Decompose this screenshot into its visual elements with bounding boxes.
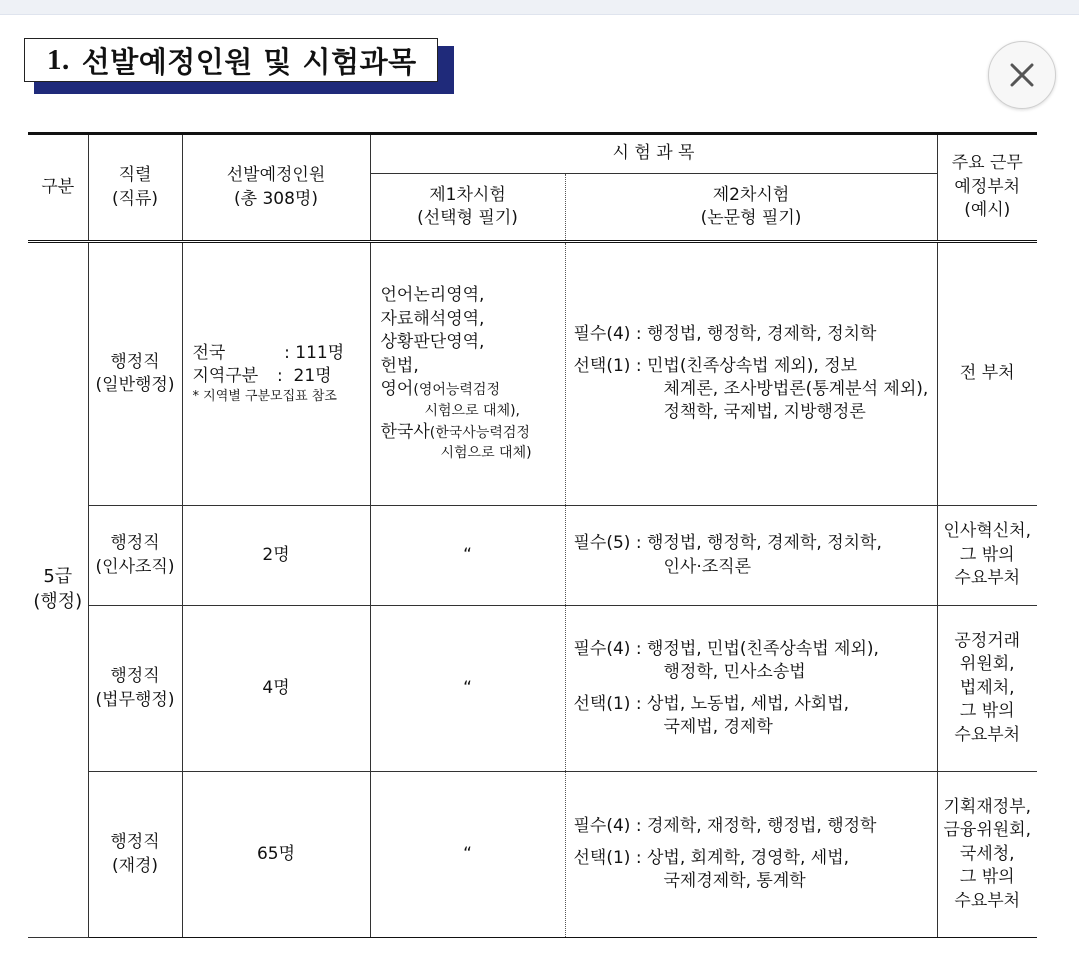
quota-national-value: : 111명 [284, 342, 345, 363]
series-line1: 행정직 [110, 666, 160, 687]
quota-note: * 지역별 구분모집표 참조 [192, 389, 337, 405]
header-dept-line1: 주요 근무 [951, 153, 1023, 174]
series-line2: (법무행정) [95, 689, 175, 710]
required-subjects [574, 815, 935, 838]
history-note-cont: 시험으로 대체) [440, 445, 532, 462]
header-quota-line1: 선발예정인원 [226, 165, 326, 186]
required-list: 행정법, 행정학, 경제학, 정치학, [646, 533, 882, 554]
history-note: (한국사능력검정 [429, 424, 530, 441]
first-exam-ditto: “ [370, 772, 565, 938]
required-list: 행정법, 민법(친족상속법 제외), [646, 638, 879, 659]
elective-list-cont: 국제경제학, 통계학 [663, 871, 806, 892]
heading-box [24, 38, 438, 82]
dept-line: 수요부처 [954, 724, 1021, 745]
grade-cell [28, 242, 88, 938]
table-row [28, 242, 1037, 506]
elective-label: 선택(1) : [573, 355, 642, 376]
english-note-cont: 시험으로 대체), [424, 402, 521, 419]
dept-line: 수요부처 [954, 568, 1021, 589]
dept-line: 그 밖의 [959, 701, 1015, 722]
header-row-1 [28, 134, 1037, 174]
elective-label: 선택(1) : [573, 847, 642, 868]
dept-line: 수요부처 [954, 890, 1021, 911]
elective-list: 상법, 회계학, 경영학, 세법, [646, 847, 850, 868]
heading-number: 1. [47, 43, 70, 76]
series-line2: (재경) [111, 855, 159, 876]
dept-line: 전 부처 [959, 363, 1015, 384]
elective-list-cont: 국제법, 경제학 [663, 716, 773, 737]
first-exam-ditto: “ [370, 506, 565, 606]
exam-table [28, 132, 1037, 938]
elective-list: 상법, 노동법, 세법, 사회법, [646, 693, 850, 714]
header-series-line2: (직류) [111, 188, 159, 209]
first-exam-line [381, 421, 563, 444]
quota-cell [182, 242, 370, 506]
series-line1: 행정직 [110, 351, 160, 372]
required-list-cont: 행정학, 민사소송법 [663, 662, 806, 683]
english-note: (영어능력검정 [413, 382, 500, 399]
required-subjects [574, 638, 935, 661]
first-exam-cell [370, 242, 565, 506]
dept-cell [937, 506, 1037, 606]
series-cell [88, 506, 182, 606]
second-exam-cell [565, 506, 937, 606]
elective-subjects [574, 693, 935, 716]
dept-line: 인사혁신처, [943, 521, 1031, 542]
top-bar [0, 0, 1079, 15]
grade-line2: (행정) [33, 591, 83, 612]
dept-cell [937, 606, 1037, 772]
first-exam-line: 헌법, [380, 355, 419, 376]
header-subjects: 시 험 과 목 [370, 134, 937, 174]
heading-title: 선발예정인원 및 시험과목 [81, 44, 417, 79]
dept-line: 위원회, [959, 654, 1015, 675]
table-row [28, 772, 1037, 938]
header-second-exam [565, 174, 937, 242]
header-quota-line2: (총 308명) [234, 188, 318, 209]
header-dept-line3: (예시) [964, 200, 1011, 221]
header-first-line1: 제1차시험 [429, 184, 506, 205]
dept-line: 그 밖의 [959, 544, 1015, 565]
dept-line: 국세청, [959, 843, 1015, 864]
quota-regional-value: : 21명 [277, 366, 332, 387]
table-row [28, 606, 1037, 772]
dept-line: 공정거래 [954, 630, 1021, 651]
required-label: 필수(4) : [573, 638, 642, 659]
second-exam-cell [565, 606, 937, 772]
quota-cell: 2명 [182, 506, 370, 606]
first-exam-ditto: “ [370, 606, 565, 772]
first-exam-line: 상황판단영역, [380, 332, 485, 353]
elective-list-cont: 정책학, 국제법, 지방행정론 [663, 402, 866, 423]
quota-cell: 4명 [182, 606, 370, 772]
header-second-line1: 제2차시험 [712, 184, 790, 205]
required-label: 필수(4) : [573, 324, 642, 345]
first-exam-line: 자료해석영역, [380, 308, 485, 329]
required-subjects [574, 323, 935, 346]
header-dept [937, 134, 1037, 242]
dept-line: 금융위원회, [943, 820, 1031, 841]
required-list: 경제학, 재정학, 행정법, 행정학 [646, 816, 877, 837]
second-exam-cell [565, 242, 937, 506]
first-exam-line: 언어논리영역, [380, 285, 485, 306]
required-list-cont: 인사·조직론 [663, 556, 752, 577]
series-line2: (인사조직) [95, 556, 175, 577]
english-label: 영어 [380, 379, 414, 400]
header-series-line1: 직렬 [118, 165, 152, 186]
dept-cell [937, 242, 1037, 506]
quota-national [193, 342, 368, 365]
header-series [88, 134, 182, 242]
header-category: 구분 [28, 134, 88, 242]
required-subjects [574, 532, 935, 555]
quota-national-label: 전국 [192, 342, 226, 363]
series-cell [88, 242, 182, 506]
header-second-line2: (논문형 필기) [700, 208, 802, 228]
first-exam-line [381, 378, 563, 401]
elective-subjects [574, 355, 935, 378]
elective-subjects [574, 847, 935, 870]
series-line1: 행정직 [110, 832, 160, 853]
close-icon [1007, 60, 1037, 90]
history-label: 한국사 [380, 421, 430, 442]
quota-regional [193, 365, 368, 388]
series-cell [88, 772, 182, 938]
elective-label: 선택(1) : [573, 693, 642, 714]
series-line1: 행정직 [110, 533, 160, 554]
elective-list: 민법(친족상속법 제외), 정보 [646, 355, 858, 376]
required-list: 행정법, 행정학, 경제학, 정치학 [646, 324, 877, 345]
dept-line: 법제처, [959, 677, 1015, 698]
dept-line: 기획재정부, [943, 796, 1031, 817]
quota-regional-label: 지역구분 [192, 366, 259, 387]
elective-list-cont: 체계론, 조사방법론(통계분석 제외), [663, 379, 929, 399]
table-row [28, 506, 1037, 606]
quota-cell: 65명 [182, 772, 370, 938]
header-first-exam [370, 174, 565, 242]
header-first-line2: (선택형 필기) [417, 208, 518, 228]
header-dept-line2: 예정부처 [954, 176, 1021, 197]
grade-line1: 5급 [43, 566, 73, 588]
header-quota [182, 134, 370, 242]
second-exam-cell [565, 772, 937, 938]
series-cell [88, 606, 182, 772]
required-label: 필수(5) : [573, 533, 642, 554]
dept-line: 그 밖의 [959, 867, 1015, 888]
series-line2: (일반행정) [95, 375, 175, 395]
required-label: 필수(4) : [573, 816, 642, 837]
section-heading [24, 38, 438, 82]
dept-cell [937, 772, 1037, 938]
close-button[interactable] [988, 41, 1056, 109]
